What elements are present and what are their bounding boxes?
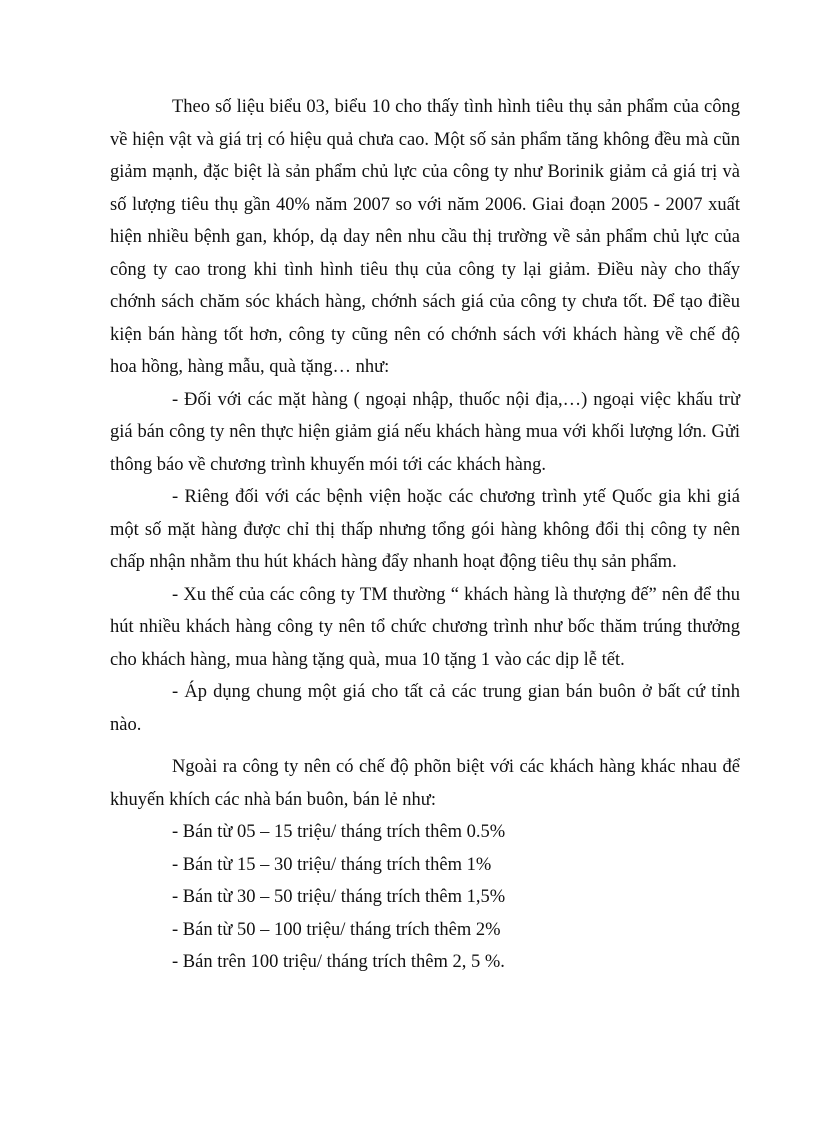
paragraph-customer-promotions: - Xu thế của các công ty TM thường “ khách hàng là thượng đế” nên để thu hút nhiều khách hàng công ty nên tổ chức chương trình như bốc thăm trúng thưởng cho khách hàng, mua hàng tặng quà, mua 10 tặng 1 vào các dịp lễ tết.: [110, 584, 740, 670]
list-item: - Bán từ 50 – 100 triệu/ tháng trích thêm 2%: [172, 919, 501, 940]
paragraph-bulk-discount: - Đối với các mặt hàng ( ngoại nhập, thuốc nội địa,…) ngoại việc khấu trừ giá bán công ty nên thực hiện giảm giá nếu khách hàng mua với khối lượng lớn. Gửi thông báo về chương trình khuyến mói tới các khách hàng.: [110, 389, 740, 475]
list-item: - Bán từ 30 – 50 triệu/ tháng trích thêm 1,5%: [172, 887, 506, 907]
paragraph-uniform-price: - Áp dụng chung một giá cho tất cả các trung gian bán buôn ở bất cứ tỉnh nào.: [110, 682, 740, 735]
commission-list: [110, 816, 740, 979]
list-item: - Bán từ 15 – 30 triệu/ tháng trích thêm 1%: [172, 854, 492, 875]
list-item: - Bán từ 05 – 15 triệu/ tháng trích thêm 0.5%: [172, 822, 506, 842]
paragraph-differentiation: Ngoài ra công ty nên có chế độ phõn biệt với các khách hàng khác nhau để khuyến khích các nhà bán buôn, bán lẻ như:: [110, 757, 740, 810]
paragraph-hospital-programs: - Riêng đối với các bệnh viện hoặc các chương trình ytế Quốc gia khi giá một số mặt hàng được chỉ thị thấp nhưng tổng gói hàng không đổi thị công ty nên chấp nhận nhằm thu hút khách hàng đẩy nhanh hoạt động tiêu thụ sản phẩm.: [110, 487, 740, 572]
list-item: - Bán trên 100 triệu/ tháng trích thêm 2, 5 %.: [172, 952, 505, 972]
paragraph-sales-analysis: Theo số liệu biểu 03, biểu 10 cho thấy tình hình tiêu thụ sản phẩm của công về hiện vật và giá trị có hiệu quả chưa cao. Một số sản phẩm tăng không đều mà cũn giảm mạnh, đặc biệt là sản phẩm chủ lực của công ty như Borinik giảm cả giá trị và số lượng tiêu thụ gần 40% năm 2007 so với năm 2006. Giai đoạn 2005 - 2007 xuất hiện nhiều bệnh gan, khóp, dạ day nên nhu cầu thị trường về sản phẩm chủ lực của công ty cao trong khi tình hình tiêu thụ của công ty lại giảm. Điều này cho thấy chớnh sách chăm sóc khách hàng, chớnh sách giá của công ty chưa tốt. Để tạo điều kiện bán hàng tốt hơn, công ty cũng nên có chớnh sách với khách hàng về chế độ hoa hồng, hàng mẫu, quà tặng… như:: [110, 97, 740, 377]
document-body: [110, 91, 740, 979]
